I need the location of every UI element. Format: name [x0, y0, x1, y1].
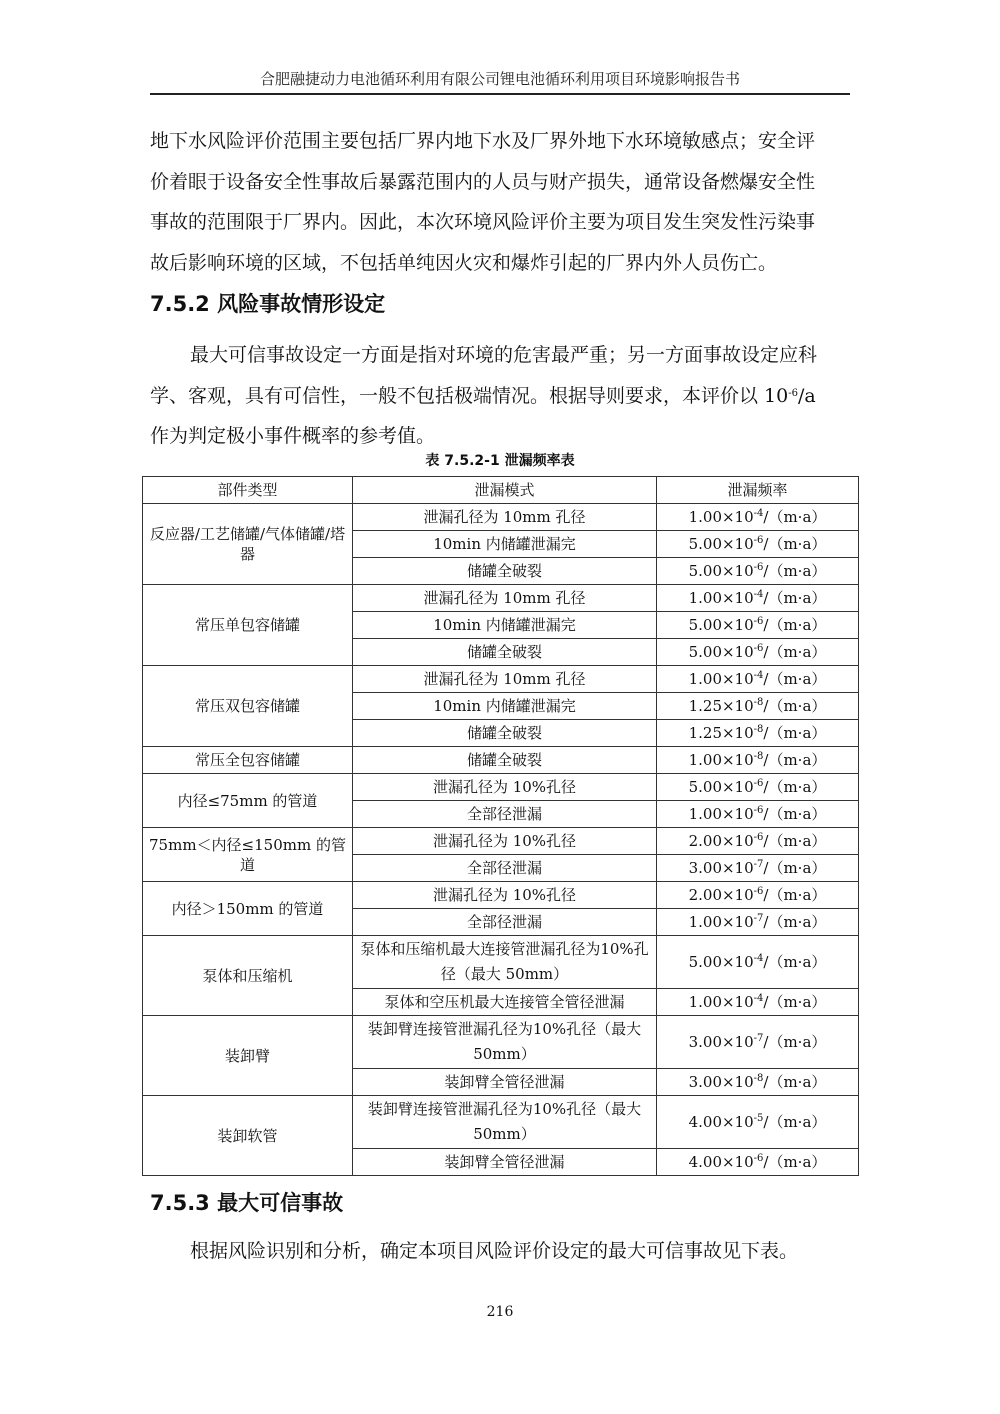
header-rule [150, 93, 850, 95]
leak-frequency-cell [657, 828, 859, 855]
component-cell: 内径＞150mm 的管道 [143, 882, 353, 936]
leak-mode-cell: 储罐全破裂 [353, 639, 657, 666]
table-row [143, 504, 859, 531]
table-row [143, 936, 859, 989]
line-text: 学、客观，具有可信性，一般不包括极端情况。根据导则要求，本评价以 10 [150, 384, 789, 407]
paragraph-line: 作为判定极小事件概率的参考值。 [150, 425, 436, 447]
frequency-mantissa: 1.00×10 [688, 913, 754, 931]
frequency-mantissa: 5.00×10 [688, 562, 754, 580]
frequency-exponent: -8 [753, 697, 764, 708]
frequency-exponent: -4 [753, 508, 764, 519]
leak-mode-cell: 泄漏孔径为 10%孔径 [353, 882, 657, 909]
leak-frequency-cell [657, 936, 859, 989]
leak-frequency-cell [657, 1149, 859, 1176]
table-row [143, 747, 859, 774]
frequency-mantissa: 5.00×10 [688, 953, 754, 971]
frequency-exponent: -6 [753, 832, 764, 843]
frequency-unit: /（m·a） [763, 1153, 827, 1171]
frequency-exponent: -7 [753, 859, 764, 870]
table-row [143, 585, 859, 612]
paragraph-line: 根据风险识别和分析，确定本项目风险评价设定的最大可信事故见下表。 [190, 1240, 799, 1262]
frequency-exponent: -7 [753, 1033, 764, 1044]
frequency-exponent: -4 [753, 670, 764, 681]
table-body [143, 504, 859, 1176]
intro-line: 故后影响环境的区域，不包括单纯因火灾和爆炸引起的厂界内外人员伤亡。 [150, 251, 778, 274]
component-cell: 内径≤75mm 的管道 [143, 774, 353, 828]
leak-mode-cell: 泄漏孔径为 10mm 孔径 [353, 504, 657, 531]
section-7-5-2-paragraph [150, 335, 850, 457]
section-heading-7-5-3: 7.5.3 最大可信事故 [150, 1191, 344, 1215]
frequency-mantissa: 5.00×10 [688, 535, 754, 553]
frequency-unit: /（m·a） [763, 562, 827, 580]
frequency-exponent: -6 [753, 886, 764, 897]
frequency-mantissa: 1.00×10 [688, 751, 754, 769]
page-number: 216 [486, 1304, 514, 1320]
frequency-exponent: -6 [753, 805, 764, 816]
leak-mode-cell: 全部径泄漏 [353, 909, 657, 936]
leak-mode-cell: 泄漏孔径为 10%孔径 [353, 774, 657, 801]
frequency-exponent: -5 [753, 1113, 764, 1124]
section-7-5-3-paragraph [150, 1231, 850, 1272]
table-row [143, 774, 859, 801]
frequency-exponent: -6 [753, 535, 764, 546]
frequency-exponent: -6 [753, 1153, 764, 1164]
leak-mode-cell: 10min 内储罐泄漏完 [353, 531, 657, 558]
frequency-unit: /（m·a） [763, 859, 827, 877]
table-row [143, 1096, 859, 1149]
leak-frequency-cell [657, 801, 859, 828]
frequency-unit: /（m·a） [763, 993, 827, 1011]
frequency-exponent: -4 [753, 953, 764, 964]
frequency-exponent: -8 [753, 1073, 764, 1084]
frequency-mantissa: 1.00×10 [688, 670, 754, 688]
leak-mode-cell: 全部径泄漏 [353, 801, 657, 828]
frequency-mantissa: 2.00×10 [688, 886, 754, 904]
frequency-unit: /（m·a） [763, 670, 827, 688]
frequency-unit: /（m·a） [763, 535, 827, 553]
exponent: -6 [788, 387, 798, 399]
leak-mode-cell: 装卸臂全管径泄漏 [353, 1069, 657, 1096]
frequency-unit: /（m·a） [763, 886, 827, 904]
leak-mode-cell: 10min 内储罐泄漏完 [353, 693, 657, 720]
frequency-mantissa: 1.25×10 [688, 724, 754, 742]
frequency-unit: /（m·a） [763, 508, 827, 526]
leak-frequency-cell [657, 989, 859, 1016]
frequency-mantissa: 3.00×10 [688, 859, 754, 877]
leak-frequency-cell [657, 531, 859, 558]
leak-frequency-cell [657, 1016, 859, 1069]
frequency-unit: /（m·a） [763, 724, 827, 742]
section-heading-7-5-2: 7.5.2 风险事故情形设定 [150, 292, 386, 316]
frequency-unit: /（m·a） [763, 832, 827, 850]
component-cell: 常压单包容储罐 [143, 585, 353, 666]
leak-mode-cell: 泵体和空压机最大连接管全管径泄漏 [353, 989, 657, 1016]
frequency-mantissa: 1.00×10 [688, 589, 754, 607]
frequency-mantissa: 1.25×10 [688, 697, 754, 715]
leak-frequency-cell [657, 504, 859, 531]
leak-mode-cell: 储罐全破裂 [353, 747, 657, 774]
leak-frequency-cell [657, 909, 859, 936]
frequency-exponent: -4 [753, 993, 764, 1004]
leak-mode-cell: 储罐全破裂 [353, 720, 657, 747]
intro-line: 事故的范围限于厂界内。因此，本次环境风险评价主要为项目发生突发性污染事 [150, 211, 816, 233]
frequency-unit: /（m·a） [763, 1113, 827, 1131]
table-header-row [143, 477, 859, 504]
frequency-exponent: -7 [753, 913, 764, 924]
column-header: 泄漏模式 [353, 477, 657, 504]
frequency-unit: /（m·a） [763, 805, 827, 823]
frequency-unit: /（m·a） [763, 589, 827, 607]
leak-frequency-cell [657, 882, 859, 909]
component-cell: 反应器/工艺储罐/气体储罐/塔器 [143, 504, 353, 585]
frequency-exponent: -6 [753, 616, 764, 627]
leak-frequency-cell [657, 585, 859, 612]
line-text: /a [797, 384, 816, 407]
component-cell: 装卸软管 [143, 1096, 353, 1176]
table-row [143, 882, 859, 909]
intro-line: 地下水风险评价范围主要包括厂界内地下水及厂界外地下水环境敏感点；安全评 [150, 130, 816, 152]
frequency-mantissa: 1.00×10 [688, 508, 754, 526]
column-header: 泄漏频率 [657, 477, 859, 504]
leak-mode-cell: 泵体和压缩机最大连接管泄漏孔径为10%孔径（最大 50mm） [353, 936, 657, 989]
leak-mode-cell: 装卸臂全管径泄漏 [353, 1149, 657, 1176]
leak-frequency-cell [657, 1096, 859, 1149]
leak-frequency-cell [657, 1069, 859, 1096]
frequency-unit: /（m·a） [763, 1033, 827, 1051]
table-row [143, 666, 859, 693]
leak-frequency-cell [657, 774, 859, 801]
frequency-exponent: -8 [753, 751, 764, 762]
frequency-unit: /（m·a） [763, 616, 827, 634]
frequency-exponent: -4 [753, 589, 764, 600]
leak-mode-cell: 储罐全破裂 [353, 558, 657, 585]
frequency-unit: /（m·a） [763, 697, 827, 715]
frequency-mantissa: 4.00×10 [688, 1113, 754, 1131]
frequency-unit: /（m·a） [763, 1073, 827, 1091]
component-cell: 75mm＜内径≤150mm 的管道 [143, 828, 353, 882]
frequency-unit: /（m·a） [763, 953, 827, 971]
leak-frequency-cell [657, 693, 859, 720]
table-caption: 表 7.5.2-1 泄漏频率表 [425, 453, 575, 469]
leak-frequency-cell [657, 855, 859, 882]
leak-frequency-cell [657, 666, 859, 693]
leak-frequency-cell [657, 747, 859, 774]
frequency-mantissa: 5.00×10 [688, 643, 754, 661]
component-cell: 常压双包容储罐 [143, 666, 353, 747]
running-header: 合肥融捷动力电池循环利用有限公司锂电池循环利用项目环境影响报告书 [259, 70, 740, 88]
leak-mode-cell: 泄漏孔径为 10mm 孔径 [353, 585, 657, 612]
table-row [143, 828, 859, 855]
intro-paragraph [150, 121, 850, 283]
frequency-mantissa: 2.00×10 [688, 832, 754, 850]
frequency-mantissa: 3.00×10 [688, 1033, 754, 1051]
frequency-mantissa: 4.00×10 [688, 1153, 754, 1171]
paragraph-line [150, 376, 850, 417]
table-row [143, 1016, 859, 1069]
intro-line: 价着眼于设备安全性事故后暴露范围内的人员与财产损失，通常设备燃爆安全性 [150, 170, 816, 193]
component-cell: 泵体和压缩机 [143, 936, 353, 1016]
component-cell: 常压全包容储罐 [143, 747, 353, 774]
leak-mode-cell: 10min 内储罐泄漏完 [353, 612, 657, 639]
leak-mode-cell: 装卸臂连接管泄漏孔径为10%孔径（最大 50mm） [353, 1096, 657, 1149]
leak-frequency-cell [657, 612, 859, 639]
leak-frequency-table [142, 476, 859, 1176]
leak-mode-cell: 装卸臂连接管泄漏孔径为10%孔径（最大 50mm） [353, 1016, 657, 1069]
frequency-exponent: -6 [753, 562, 764, 573]
frequency-mantissa: 1.00×10 [688, 993, 754, 1011]
column-header: 部件类型 [143, 477, 353, 504]
frequency-mantissa: 5.00×10 [688, 616, 754, 634]
leak-mode-cell: 泄漏孔径为 10%孔径 [353, 828, 657, 855]
frequency-mantissa: 5.00×10 [688, 778, 754, 796]
frequency-mantissa: 3.00×10 [688, 1073, 754, 1091]
component-cell: 装卸臂 [143, 1016, 353, 1096]
leak-mode-cell: 泄漏孔径为 10mm 孔径 [353, 666, 657, 693]
paragraph-line: 最大可信事故设定一方面是指对环境的危害最严重；另一方面事故设定应科 [190, 344, 818, 366]
leak-frequency-cell [657, 639, 859, 666]
leak-frequency-cell [657, 720, 859, 747]
frequency-mantissa: 1.00×10 [688, 805, 754, 823]
frequency-unit: /（m·a） [763, 643, 827, 661]
frequency-unit: /（m·a） [763, 751, 827, 769]
frequency-exponent: -6 [753, 643, 764, 654]
frequency-unit: /（m·a） [763, 778, 827, 796]
frequency-exponent: -6 [753, 778, 764, 789]
frequency-exponent: -8 [753, 724, 764, 735]
leak-mode-cell: 全部径泄漏 [353, 855, 657, 882]
frequency-unit: /（m·a） [763, 913, 827, 931]
leak-frequency-cell [657, 558, 859, 585]
